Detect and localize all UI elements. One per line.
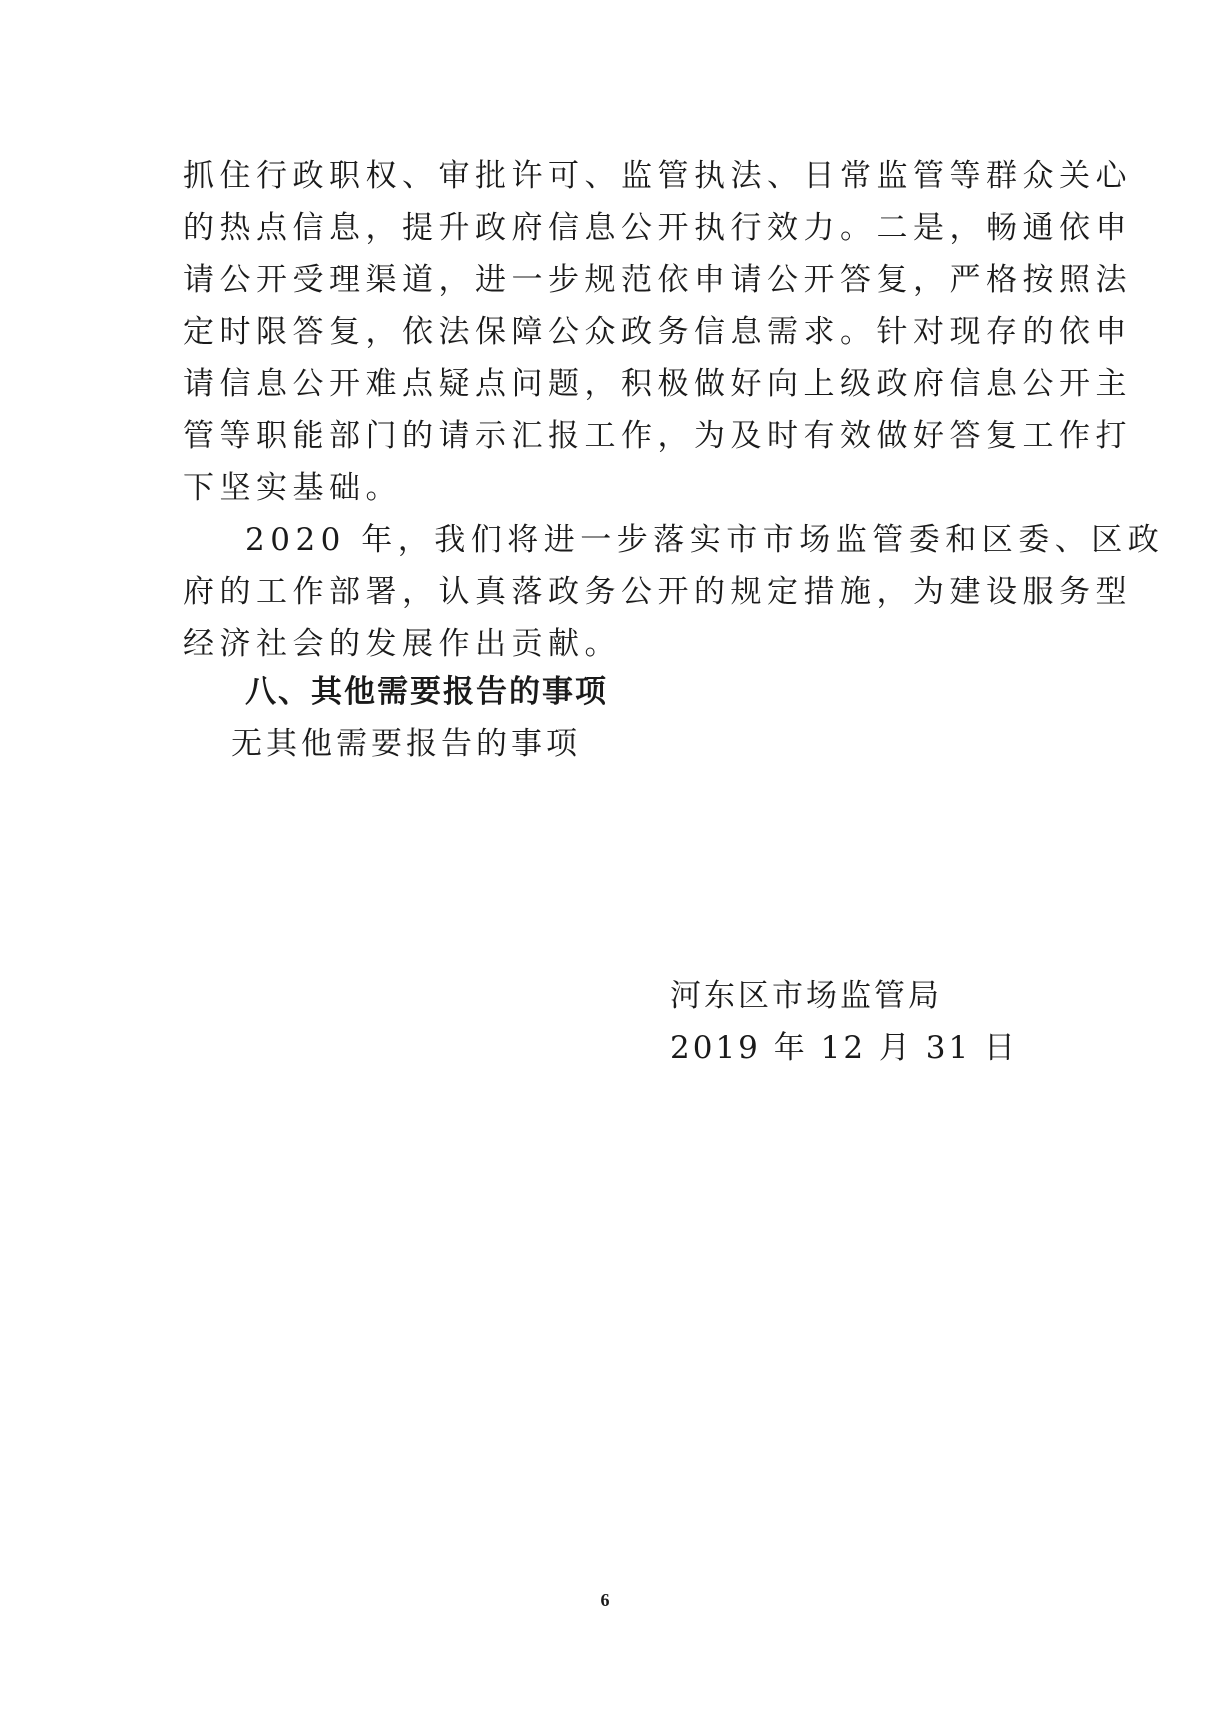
page-number: 6: [600, 1590, 610, 1610]
signature-date: 2019 年 12 月 31 日: [670, 1030, 1019, 1066]
section-8-content: 无其他需要报告的事项: [231, 726, 581, 762]
paragraph-2-line: 府的工作部署，认真落政务公开的规定措施，为建设服务型: [183, 574, 1132, 610]
paragraph-2-line: 2020 年，我们将进一步落实市市场监管委和区委、区政: [245, 522, 1165, 558]
paragraph-1-line: 管等职能部门的请示汇报工作，为及时有效做好答复工作打: [183, 418, 1132, 454]
section-8-heading: 八、其他需要报告的事项: [245, 674, 608, 710]
paragraph-1-line: 定时限答复，依法保障公众政务信息需求。针对现存的依申: [183, 314, 1132, 350]
paragraph-1-line: 抓住行政职权、审批许可、监管执法、日常监管等群众关心: [183, 158, 1132, 194]
signature-organization: 河东区市场监管局: [670, 978, 942, 1014]
paragraph-1-line: 下坚实基础。: [183, 470, 402, 506]
paragraph-2-line: 经济社会的发展作出贡献。: [183, 626, 621, 662]
paragraph-1-line: 请公开受理渠道，进一步规范依申请公开答复，严格按照法: [183, 262, 1132, 298]
paragraph-1-line: 的热点信息，提升政府信息公开执行效力。二是，畅通依申: [183, 210, 1132, 246]
paragraph-1-line: 请信息公开难点疑点问题，积极做好向上级政府信息公开主: [183, 366, 1132, 402]
body-text: [183, 150, 1165, 670]
